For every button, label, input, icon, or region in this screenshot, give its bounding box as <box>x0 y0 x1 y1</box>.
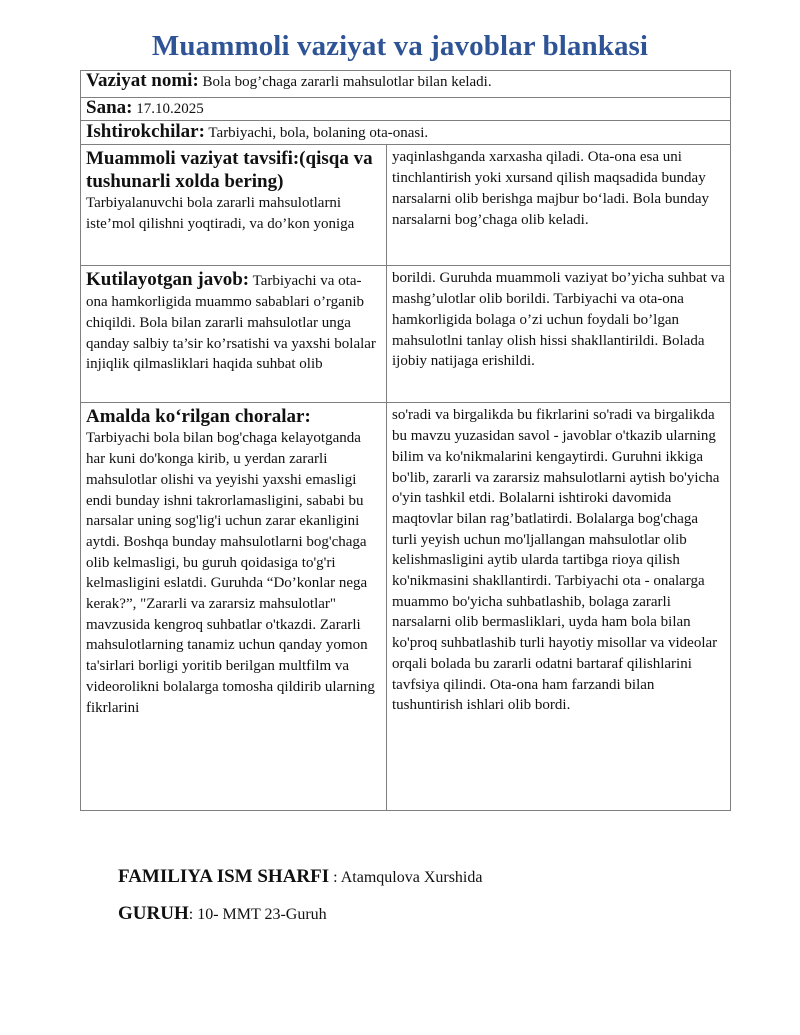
date-label: Sana: <box>86 97 133 118</box>
full-name-label: FAMILIYA ISM SHARFI <box>118 866 330 887</box>
full-name-separator: : <box>329 869 341 886</box>
group-separator: : <box>188 906 198 923</box>
footer-name-line <box>118 866 482 888</box>
row-participants <box>81 120 731 145</box>
description-left-cell <box>81 145 387 266</box>
expected-answer-left-cell <box>81 266 387 403</box>
actions-left-text: Tarbiyachi bola bilan bog'chaga kelayotganda har kuni do'konga kirib, u yerdan zararli mahsulotlar olishi va yeyishi yaxshi emasligi endi bunday ishni takrorlamasligini, sababi bu narsalar uning sog'lig'i uchun zarar ekanligini aytdi. Boshqa bunday mahsulotlarni bog'chaga olib kelmasligi, bu guruh qoidasiga to'g'ri kelmasligini eslatdi. Guruhda “Do’konlar nega kerak?”, "Zararli va zararsiz mahsulotlar" mavzusida kengroq suhbatlar o'tkazdi. Zararli mahsulotlarning tanamiz uchun qanday yomon ta'sirlari borligi yoritib berilgan multfilm va videorolikni bolalarga tomosha qildirib ularning fikrlarini <box>86 430 375 716</box>
situation-name-value: Bola bog’chaga zararli mahsulotlar bilan keladi. <box>198 74 492 90</box>
description-right-text: yaqinlashganda xarxasha qiladi. Ota-ona esa uni tinchlantirish yoki xursand qilish maqsadida bunday narsalarni olib berishga majbur bo‘ladi. Bola bunday narsalarni bog’chaga olib keladi. <box>392 149 709 228</box>
group-value: 10- MMT 23-Guruh <box>197 906 327 923</box>
participants-value: Tarbiyachi, bola, bolaning ota-onasi. <box>204 124 429 141</box>
expected-answer-left-text: Tarbiyachi va ota-ona hamkorligida muammo sabablari o’rganib chiqildi. Bola bilan zararli mahsulotlar unga qanday salbiy ta’sir ko’rsatishi va yaxshi bolalar injiqlik qilmasliklari haqida suhbat olib <box>86 273 376 373</box>
date-value: 17.10.2025 <box>132 101 204 117</box>
actions-left-cell <box>81 403 387 811</box>
participants-label: Ishtirokchilar: <box>86 120 205 142</box>
description-left-text: Tarbiyalanuvchi bola zararli mahsulotlarni iste’mol qilishni yoqtiradi, va do’kon yoniga <box>86 195 355 233</box>
row-date <box>81 98 731 121</box>
page-title: Muammoli vaziyat va javoblar blankasi <box>151 30 649 62</box>
expected-answer-right-cell <box>387 266 731 403</box>
description-right-cell <box>387 145 731 266</box>
situation-form-table <box>80 70 731 811</box>
actions-right-text: so'radi va birgalikda bu fikrlarini so'radi va birgalikda bu mavzu yuzasidan savol - javoblar o'tkazib ularning bilim va ko'nikmalarini kengaytirdi. Guruhni ikkiga bo'lib, zararli va zararsiz mahsulotlarni aytish bo'yicha o'yin tashkil etdi. Bolalarni ishtiroki davomida maqtovlar bilan rag’batlatirdi. Bolalarga bog'chaga turli yeyish uchun mo'ljallangan mahsulotlar olib kelishmasligini aytib ularda tartibga rioya qilish ko'nikmasini shakllantirdi. Tarbiyachi ota - onalarga muammo bo'yicha suhbatlashib, bolaga zararli narsalarni olib bermasliklari, uyda ham bola bilan ko'proq suhbatlashib turli hayotiy misollar va videolar orqali bolada bu zararli odatni bartaraf qilishlarini tavfsiya qilindi. Ota-ona ham farzandi bilan tushuntirish ishlari olib bordi. <box>392 407 720 714</box>
actions-right-cell <box>387 403 731 811</box>
situation-name-label: Vaziyat nomi: <box>86 70 199 91</box>
row-expected-answer <box>81 266 731 403</box>
row-description <box>81 145 731 266</box>
row-actions-taken <box>81 403 731 811</box>
actions-label: Amalda ko‘rilgan choralar: <box>86 406 311 428</box>
row-situation-name <box>81 71 731 98</box>
expected-answer-label: Kutilayotgan javob: <box>86 269 250 291</box>
footer-group-line <box>118 903 327 925</box>
expected-answer-right-text: borildi. Guruhda muammoli vaziyat bo’yicha suhbat va mashg’ulotlar olib borildi. Tarbiyachi va ota-ona hamkorligida bolaga o’zi uchun foydali bo’lgan mahsulotlni tanlay olish hissi shakllantirildi. Bolada ijobiy natijaga erishildi. <box>392 270 725 370</box>
description-label: Muammoli vaziyat tavsifi:(qisqa va tushunarli xolda bering) <box>86 148 373 193</box>
group-label: GURUH <box>118 903 189 924</box>
full-name-value: Atamqulova Xurshida <box>340 869 483 886</box>
